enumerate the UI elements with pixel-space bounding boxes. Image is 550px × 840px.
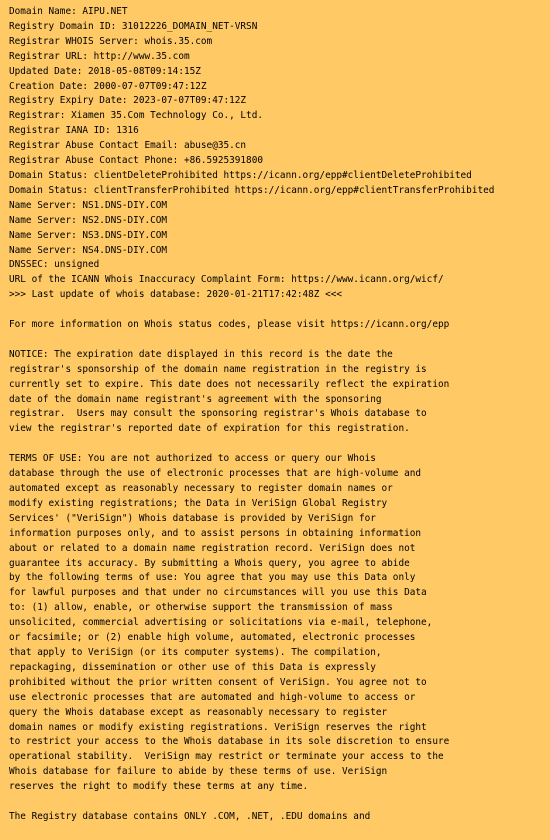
whois-line: Registrar: Xiamen 35.Com Technology Co., Ltd. bbox=[9, 110, 263, 122]
whois-line: unsolicited, commercial advertising or solicitations via e-mail, telephone, bbox=[9, 617, 433, 629]
whois-line: to: (1) allow, enable, or otherwise support the transmission of mass bbox=[9, 602, 393, 614]
whois-line: modify existing registrations; the Data in VeriSign Global Registry bbox=[9, 497, 388, 509]
whois-line: registrar. Users may consult the sponsoring registrar's Whois database to bbox=[9, 408, 427, 420]
whois-line: >>> Last update of whois database: 2020-01-21T17:42:48Z <<< bbox=[9, 289, 343, 301]
whois-line bbox=[9, 795, 545, 810]
whois-line: Name Server: NS1.DNS-DIY.COM bbox=[9, 199, 168, 211]
whois-line: date of the domain name registrant's agreement with the sponsoring bbox=[9, 393, 382, 405]
whois-record bbox=[9, 5, 545, 825]
whois-line: For more information on Whois status codes, please visit https://icann.org/epp bbox=[9, 319, 450, 331]
whois-line: automated except as reasonably necessary to register domain names or bbox=[9, 483, 393, 494]
whois-line: prohibited without the prior written consent of VeriSign. You agree not to bbox=[9, 676, 427, 688]
whois-line: NOTICE: The expiration date displayed in this record is the date the bbox=[9, 348, 393, 360]
whois-line: Registrar Abuse Contact Phone: +86.5925391800 bbox=[9, 155, 263, 167]
whois-line: Name Server: NS2.DNS-DIY.COM bbox=[9, 214, 168, 226]
whois-line: use electronic processes that are automated and high-volume to access or bbox=[9, 691, 416, 703]
whois-line: query the Whois database except as reasonably necessary to register bbox=[9, 706, 388, 718]
whois-line: URL of the ICANN Whois Inaccuracy Complaint Form: https://www.icann.org/wicf/ bbox=[9, 274, 444, 286]
whois-line: Domain Name: AIPU.NET bbox=[9, 6, 128, 17]
whois-line: operational stability. VeriSign may restrict or terminate your access to the bbox=[9, 751, 444, 763]
whois-line: Registry Expiry Date: 2023-07-07T09:47:12Z bbox=[9, 95, 247, 107]
whois-line bbox=[9, 303, 545, 318]
whois-line: domain names or modify existing registrations. VeriSign reserves the right bbox=[9, 721, 427, 733]
whois-line: database through the use of electronic processes that are high-volume and bbox=[9, 468, 422, 480]
whois-line: guarantee its accuracy. By submitting a Whois query, you agree to abide bbox=[9, 557, 410, 569]
whois-line: Creation Date: 2000-07-07T09:47:12Z bbox=[9, 80, 207, 92]
whois-line: by the following terms of use: You agree that you may use this Data only bbox=[9, 572, 416, 584]
whois-line: view the registrar's reported date of expiration for this registration. bbox=[9, 423, 410, 435]
whois-line: registrar's sponsorship of the domain name registration in the registry is bbox=[9, 363, 427, 375]
whois-line: Domain Status: clientTransferProhibited https://icann.org/epp#clientTransferProhibited bbox=[9, 184, 495, 196]
whois-line: currently set to expire. This date does not necessarily reflect the expiration bbox=[9, 378, 450, 390]
whois-line bbox=[9, 333, 545, 348]
whois-line: TERMS OF USE: You are not authorized to access or query our Whois bbox=[9, 453, 376, 465]
whois-line: Services' ("VeriSign") Whois database is provided by VeriSign for bbox=[9, 512, 376, 524]
whois-line: information purposes only, and to assist persons in obtaining information bbox=[9, 527, 422, 539]
whois-line: Registrar WHOIS Server: whois.35.com bbox=[9, 35, 213, 47]
whois-line bbox=[9, 437, 545, 452]
whois-line: for lawful purposes and that under no circumstances will you use this Data bbox=[9, 587, 427, 599]
whois-line: The Registry database contains ONLY .COM, .NET, .EDU domains and bbox=[9, 810, 371, 822]
whois-line: that apply to VeriSign (or its computer systems). The compilation, bbox=[9, 646, 382, 658]
whois-line: Registrar URL: http://www.35.com bbox=[9, 50, 190, 62]
whois-line: Whois database for failure to abide by these terms of use. VeriSign bbox=[9, 766, 388, 778]
whois-line: Registrar Abuse Contact Email: abuse@35.cn bbox=[9, 140, 247, 152]
whois-line: or facsimile; or (2) enable high volume, automated, electronic processes bbox=[9, 632, 416, 644]
whois-line: Name Server: NS4.DNS-DIY.COM bbox=[9, 244, 168, 256]
whois-line: DNSSEC: unsigned bbox=[9, 259, 100, 271]
whois-line: Domain Status: clientDeleteProhibited https://icann.org/epp#clientDeleteProhibited bbox=[9, 169, 472, 181]
whois-line: Registry Domain ID: 31012226_DOMAIN_NET-VRSN bbox=[9, 20, 258, 32]
whois-line: reserves the right to modify these terms at any time. bbox=[9, 781, 309, 793]
whois-line: repackaging, dissemination or other use of this Data is expressly bbox=[9, 661, 376, 673]
whois-line: Registrar IANA ID: 1316 bbox=[9, 125, 139, 137]
whois-line: about or related to a domain name registration record. VeriSign does not bbox=[9, 542, 416, 554]
whois-line: Updated Date: 2018-05-08T09:14:15Z bbox=[9, 65, 201, 77]
whois-line: to restrict your access to the Whois database in its sole discretion to ensure bbox=[9, 736, 450, 748]
whois-line: Name Server: NS3.DNS-DIY.COM bbox=[9, 229, 168, 241]
